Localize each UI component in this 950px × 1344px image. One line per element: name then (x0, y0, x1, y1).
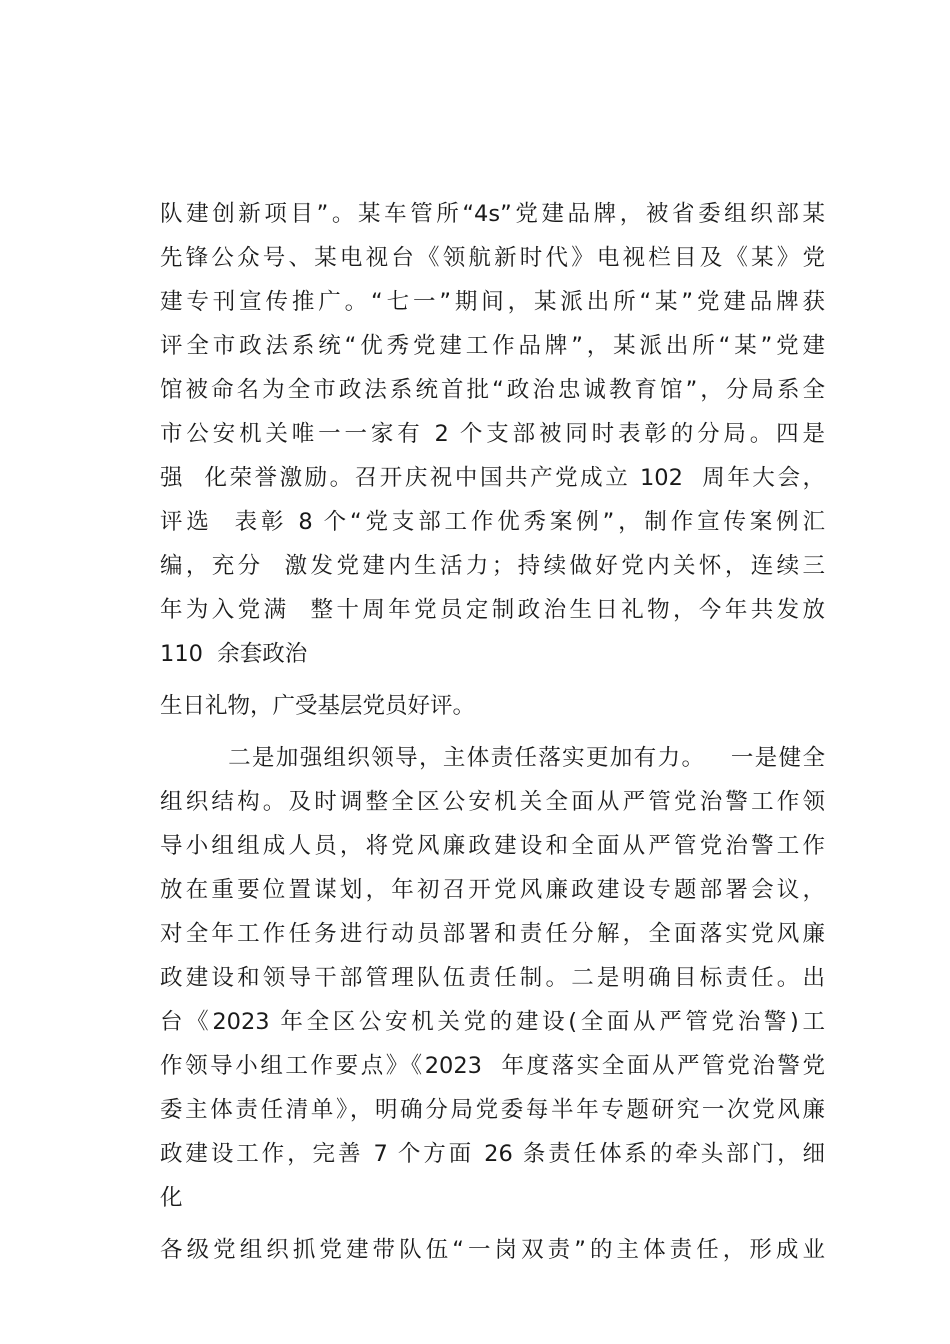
text-line: 110 余套政治 (160, 641, 308, 667)
text-line: 强 化荣誉激励。召开庆祝中国共产党成立 102 周年大会， (160, 465, 825, 491)
text-line: 建专刊宣传推广。“七一”期间，某派出所“某”党建品牌获 (160, 289, 825, 315)
text-line: 二是加强组织领导，主体责任落实更加有力。 一是健全 (160, 745, 825, 771)
text-line: 放在重要位置谋划，年初召开党风廉政建设专题部署会议， (160, 877, 825, 903)
text-line: 队建创新项目”。某车管所“4s”党建品牌，被省委组织部某 (160, 201, 825, 227)
text-line: 台《2023 年全区公安机关党的建设(全面从严管党治警)工 (160, 1009, 825, 1035)
text-line: 评全市政法系统“优秀党建工作品牌”，某派出所“某”党建 (160, 333, 825, 359)
text-line: 年为入党满 整十周年党员定制政治生日礼物，今年共发放 (160, 597, 825, 623)
text-line: 馆被命名为全市政法系统首批“政治忠诚教育馆”，分局系全 (160, 377, 825, 403)
text-line: 政建设和领导干部管理队伍责任制。二是明确目标责任。出 (160, 965, 825, 991)
text-line: 作领导小组工作要点》《2023 年度落实全面从严管党治警党 (160, 1053, 825, 1079)
text-line: 生日礼物，广受基层党员好评。 (160, 693, 476, 719)
text-line: 编，充分 激发党建内生活力；持续做好党内关怀，连续三 (160, 553, 825, 579)
text-line: 委主体责任清单》，明确分局党委每半年专题研究一次党风廉 (160, 1097, 825, 1123)
text-line: 市公安机关唯一一家有 2 个支部被同时表彰的分局。四是 (160, 421, 825, 447)
text-line: 先锋公众号、某电视台《领航新时代》电视栏目及《某》党 (160, 245, 825, 271)
text-line: 各级党组织抓党建带队伍“一岗双责”的主体责任，形成业 (160, 1237, 825, 1263)
text-line: 政建设工作，完善 7 个方面 26 条责任体系的牵头部门，细 (160, 1141, 825, 1167)
text-line: 组织结构。及时调整全区公安机关全面从严管党治警工作领 (160, 789, 825, 815)
text-line: 化 (160, 1185, 183, 1211)
text-line: 导小组组成人员，将党风廉政建设和全面从严管党治警工作 (160, 833, 825, 859)
text-line: 对全年工作任务进行动员部署和责任分解，全面落实党风廉 (160, 921, 825, 947)
text-line: 评选 表彰 8 个“党支部工作优秀案例”，制作宣传案例汇 (160, 509, 825, 535)
